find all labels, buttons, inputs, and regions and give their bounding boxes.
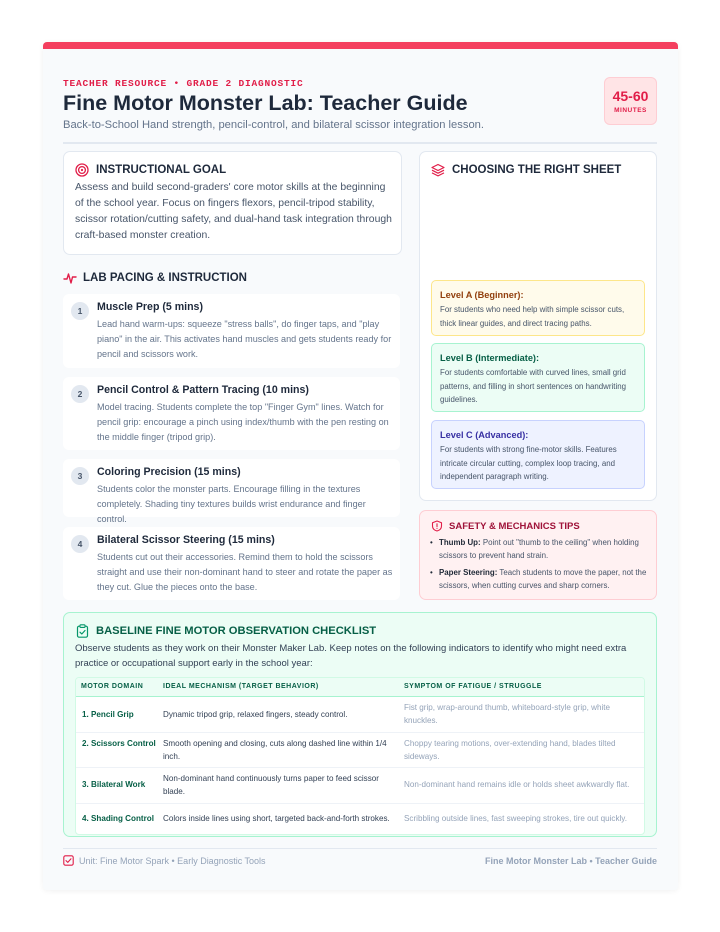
duration-value: 45-60 (612, 88, 649, 104)
symptom-cell: Non-dominant hand remains idle or holds sheet awkwardly flat. (404, 780, 630, 789)
motor-domain-cell: 1. Pencil Grip (82, 710, 134, 719)
level-title: Level B (Intermediate): (440, 353, 540, 363)
level-text: For students comfortable with curved lines, small grid patterns, and filling in short sentences on handwriting guidelines. (440, 368, 626, 404)
header-divider (63, 142, 657, 144)
symptom-cell: Choppy tearing motions, over-extending hand, blades tilted sideways. (404, 739, 616, 761)
shield-alert-icon (431, 520, 443, 532)
pacing-step (63, 377, 400, 450)
target-icon (75, 163, 89, 177)
pacing-step (63, 294, 400, 368)
mechanism-cell: Smooth opening and closing, cuts along dashed line within 1/4 inch. (163, 739, 387, 761)
footer-divider (63, 848, 657, 849)
footer-unit (63, 855, 266, 866)
step-number: 1 (71, 302, 89, 320)
symptom-cell: Fist grip, wrap-around thumb, whiteboard-style grip, white knuckles. (404, 703, 611, 725)
level-c-box (431, 420, 645, 489)
mechanism-cell: Dynamic tripod grip, relaxed fingers, steady control. (163, 710, 348, 719)
column-header: MOTOR DOMAIN (81, 683, 144, 690)
observation-checklist-card (63, 612, 657, 837)
step-text: Model tracing. Students complete the top "Finger Gym" lines. Watch for pencil grip: encourage a pinch using index/thumb with the pen resting on the middle finger (tripod grip). (97, 402, 389, 442)
column-header: SYMPTOM OF FATIGUE / STRUGGLE (404, 683, 542, 690)
choosing-sheet-card (419, 151, 657, 501)
step-text: Students cut out their accessories. Remind them to hold the scissors straight and use their non-dominant hand to steer and rotate the paper as they cut. Glue the pieces onto the base. (97, 552, 393, 592)
clipboard-check-icon (76, 624, 89, 638)
resource-kicker: TEACHER RESOURCE • GRADE 2 DIAGNOSTIC (63, 78, 304, 89)
level-title: Level A (Beginner): (440, 290, 524, 300)
table-row (76, 804, 644, 834)
safety-heading-row (431, 520, 580, 532)
footer-guide-title: Fine Motor Monster Lab • Teacher Guide (484, 856, 657, 866)
tip-text: Point out "thumb to the ceiling" when holding scissors to prevent hand strain. (439, 538, 639, 560)
layers-icon (431, 163, 445, 177)
table-header (76, 678, 644, 697)
step-number: 2 (71, 385, 89, 403)
level-title: Level C (Advanced): (440, 430, 529, 440)
page-title: Fine Motor Monster Lab: Teacher Guide (63, 91, 468, 115)
column-header: IDEAL MECHANISM (TARGET BEHAVIOR) (163, 683, 319, 690)
tip-label: Paper Steering: (439, 568, 498, 577)
goal-text: Assess and build second-graders' core motor skills at the beginning of the school year. Focus on fingers flexors, pencil-tripod stability, scissor rotation/cutting safety, and dual-hand task integration through craft-based monster creation. (75, 182, 392, 241)
level-text: For students who need help with simple scissor cuts, thick linear guides, and direct tracing paths. (440, 305, 625, 328)
level-text: For students with strong fine-motor skills. Features intricate circular cutting, complex loop tracing, and independent paragraph writing. (440, 445, 617, 481)
teacher-guide-page (43, 42, 678, 890)
checklist-description: Observe students as they work on their Monster Maker Lab. Keep notes on the following indicators to identify who might need extra practice or occupational support early in the school year: (75, 643, 627, 669)
duration-badge (604, 77, 657, 125)
level-b-box (431, 343, 645, 412)
level-a-box (431, 280, 645, 336)
motor-domain-cell: 2. Scissors Control (82, 739, 156, 748)
checkbox-icon (63, 855, 74, 866)
tip-label: Thumb Up: (439, 538, 481, 547)
goal-heading: INSTRUCTIONAL GOAL (96, 164, 227, 176)
step-number: 3 (71, 467, 89, 485)
step-title: Muscle Prep (5 mins) (97, 301, 203, 313)
checklist-heading-row (76, 624, 376, 638)
page-subtitle: Back-to-School Hand strength, pencil-control, and bilateral scissor integration lesson. (63, 119, 484, 131)
goal-heading-row (75, 163, 226, 177)
safety-tips-card (419, 510, 657, 600)
safety-tip (439, 566, 651, 592)
step-text: Students color the monster parts. Encourage filling in the textures completely. Shading tiny textures builds wrist endurance and finger control. (97, 484, 366, 524)
mechanism-cell: Non-dominant hand continuously turns paper to feed scissor blade. (163, 774, 379, 796)
symptom-cell: Scribbling outside lines, fast sweeping strokes, tire out quickly. (404, 814, 627, 823)
pacing-step (63, 527, 400, 600)
step-number: 4 (71, 535, 89, 553)
step-title: Coloring Precision (15 mins) (97, 466, 241, 478)
observation-table (75, 677, 645, 835)
duration-unit: MINUTES (614, 107, 647, 114)
instructional-goal-card (63, 151, 402, 255)
choosing-heading: CHOOSING THE RIGHT SHEET (452, 164, 622, 176)
pacing-heading-row (63, 271, 247, 285)
pacing-step (63, 459, 400, 524)
pacing-heading: LAB PACING & INSTRUCTION (83, 272, 247, 284)
top-accent-bar (43, 42, 678, 49)
motor-domain-cell: 4. Shading Control (82, 814, 154, 823)
step-title: Bilateral Scissor Steering (15 mins) (97, 534, 275, 546)
table-row (76, 768, 644, 804)
checklist-heading: BASELINE FINE MOTOR OBSERVATION CHECKLIST (96, 625, 377, 637)
motor-domain-cell: 3. Bilateral Work (82, 780, 146, 789)
safety-tip (439, 536, 651, 562)
step-title: Pencil Control & Pattern Tracing (10 mins) (97, 384, 309, 396)
step-text: Lead hand warm-ups: squeeze "stress balls", do finger taps, and "play piano" in the air. This activates hand muscles and gets students ready for pencil and scissors work. (97, 319, 392, 359)
choosing-heading-row (431, 163, 621, 177)
footer-unit-text: Unit: Fine Motor Spark • Early Diagnostic Tools (79, 855, 266, 866)
activity-pulse-icon (63, 271, 77, 285)
safety-heading: SAFETY & MECHANICS TIPS (449, 520, 580, 532)
table-row (76, 733, 644, 768)
tip-text: Teach students to move the paper, not the scissors, when cutting curves and sharp corners. (439, 568, 647, 590)
table-row (76, 697, 644, 733)
mechanism-cell: Colors inside lines using short, targeted back-and-forth strokes. (163, 814, 390, 823)
safety-tip-list (439, 536, 651, 596)
